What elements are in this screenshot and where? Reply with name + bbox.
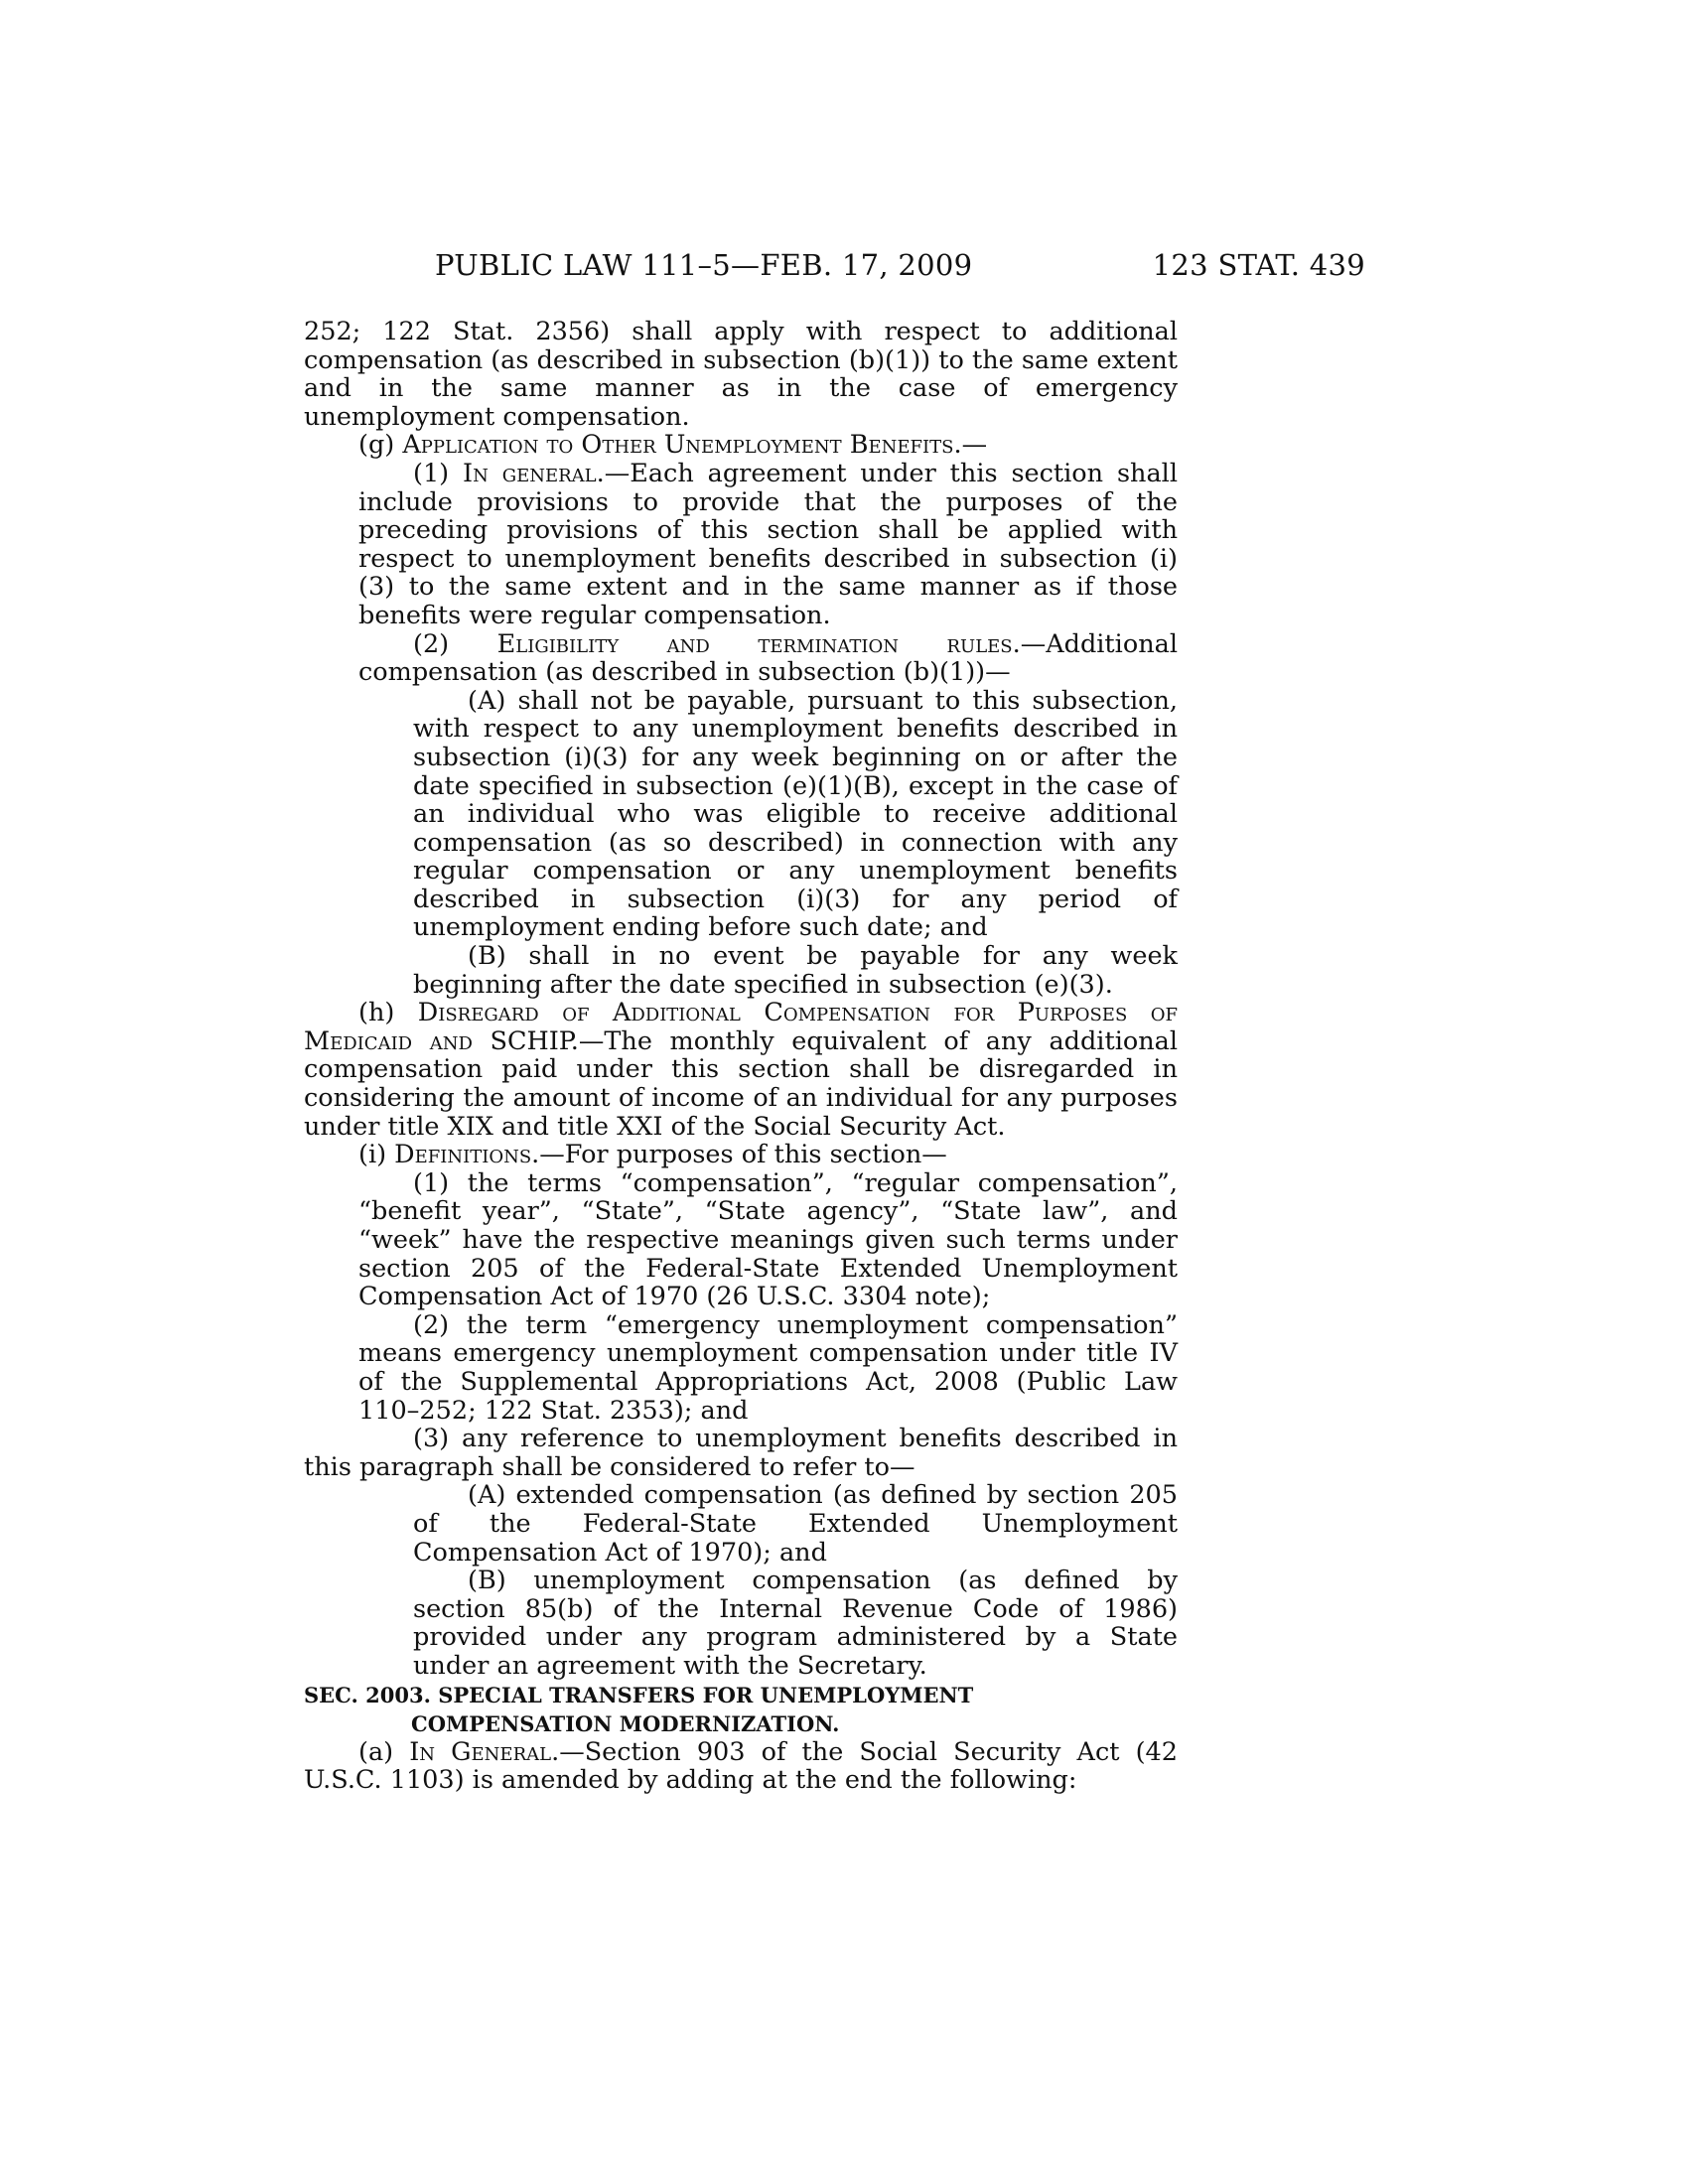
paragraph-i2: (2) the term “emergency unemployment compensation” means emergency unemployment compensation under title IV of the Supplemental Appropriations Act, 2008 (Public Law 110–252; 122 Stat. 2353); and: [358, 1309, 1178, 1426]
subsection-g: (g) Application to Other Unemployment Benefits.—: [358, 430, 988, 461]
paragraph-g1-heading: In general.: [463, 458, 605, 488]
paragraph-g2: (2) Eligibility and termination rules.—Additional compensation (as described in subsection (b)(1))—: [358, 628, 1178, 688]
paragraph-g2-heading: Eligibility and termination rules.: [496, 628, 1021, 659]
subsection-h-heading: Disregard of Additional Compensation for Purposes of Medicaid and: [304, 998, 1178, 1056]
paragraph-i3: (3) any reference to unemployment benefits described in this paragraph shall be considered to refer to—: [304, 1424, 1178, 1482]
subsection-a: (a) In General.—Section 903 of the Social Security Act (42 U.S.C. 1103) is amended by adding at the end the following:: [304, 1736, 1178, 1796]
subsection-i: (i) Definitions.—For purposes of this section—: [358, 1140, 947, 1170]
subsection-i-heading: Definitions.: [394, 1140, 540, 1170]
public-law-citation: PUBLIC LAW 111–5—FEB. 17, 2009: [435, 248, 973, 282]
subparagraph-i3A: (A) extended compensation (as defined by section 205 of the Federal-State Extended Unemployment Compensation Act of 1970); and: [413, 1480, 1178, 1568]
subparagraph-g2A: (A) shall not be payable, pursuant to this subsection, with respect to any unemployment benefits described in subsection (i)(3) for any week beginning on or after the date specified in subsection (e)(1)(B), except in the case of an individual who was eligible to receive additional compensation (as so described) in connection with any regular compensation or any unemployment benefits described in subsection (i)(3) for any period of unemployment ending before such date; and: [413, 685, 1178, 943]
statute-page-number: 123 STAT. 439: [1152, 248, 1365, 282]
paragraph-g1: (1) In general.—Each agreement under this section shall include provisions to provide that the purposes of the preceding provisions of this section shall be applied with respect to unemployment benefits described in subsection (i)(3) to the same extent and in the same manner as if those benefits were regular compensation.: [358, 458, 1178, 630]
subsection-g-heading: Application to Other Unemployment Benefits.: [402, 430, 962, 461]
document-body: [304, 318, 1178, 1795]
page-header: [308, 248, 1365, 288]
paragraph-i1: (1) the terms “compensation”, “regular compensation”, “benefit year”, “State”, “State agency”, “State law”, and “week” have the respective meanings given such terms under section 205 of the Federal-State Extended Unemployment Compensation Act of 1970 (26 U.S.C. 3304 note);: [358, 1167, 1178, 1312]
section-heading: SEC. 2003. SPECIAL TRANSFERS FOR UNEMPLOYMENT COMPENSATION MODERNIZATION.: [304, 1682, 974, 1736]
subparagraph-g2B: (B) shall in no event be payable for any week beginning after the date specified in subsection (e)(3).: [413, 941, 1178, 1000]
subsection-h: (h) Disregard of Additional Compensation for Purposes of Medicaid and SCHIP.—The monthly equivalent of any additional compensation paid under this section shall be disregarded in considering the amount of income of an individual for any purposes under title XIX and title XXI of the Social Security Act.: [304, 998, 1178, 1142]
subsection-a-heading: In General.: [409, 1736, 560, 1767]
subparagraph-i3B: (B) unemployment compensation (as defined by section 85(b) of the Internal Revenue Code of 1986) provided under any program administered by a State under an agreement with the Secretary.: [413, 1566, 1178, 1681]
paragraph-continuation: 252; 122 Stat. 2356) shall apply with respect to additional compensation (as described in subsection (b)(1)) to the same extent and in the same manner as in the case of emergency unemployment compensation.: [304, 317, 1178, 432]
